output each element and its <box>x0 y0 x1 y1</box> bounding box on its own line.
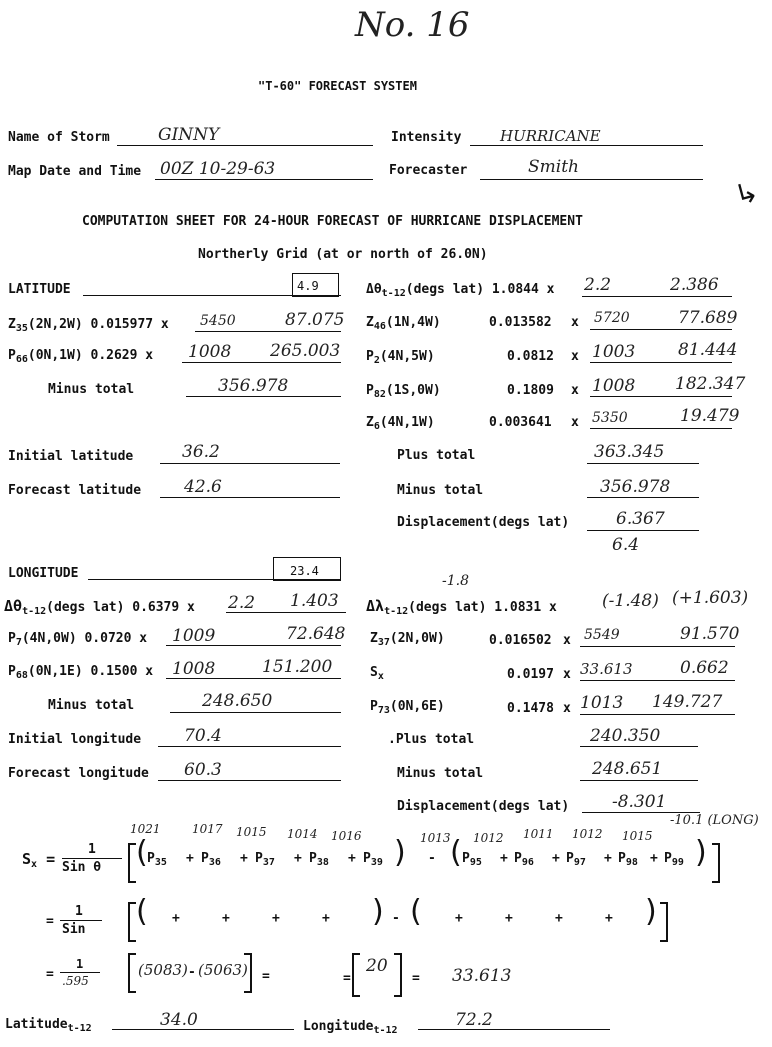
longitude-box-value: 23.4 <box>290 564 319 578</box>
lat-dtheta-line <box>582 296 732 297</box>
initial-lat-line <box>160 463 340 464</box>
lon-dlambda-input: (-1.48) <box>602 591 659 611</box>
lon-disp-note: -10.1 (LONG) <box>670 813 759 828</box>
formula-eq-5: = <box>343 971 351 986</box>
system-title: "T-60" FORECAST SYSTEM <box>258 79 417 93</box>
formula-v1: (5083) <box>138 961 188 979</box>
storm-name-value: GINNY <box>158 125 220 145</box>
p68-result: 151.200 <box>262 657 333 677</box>
initial-lon-label: Initial longitude <box>8 732 142 747</box>
paren-close-3: ) <box>372 894 384 929</box>
fraction-bar-2 <box>60 920 102 921</box>
formula-sin: Sin <box>62 922 86 937</box>
footer-longitude-line <box>418 1029 610 1030</box>
map-date-line <box>155 179 373 180</box>
z37-label: $Z_{37}(2N,0W)$ <box>370 631 445 648</box>
lon-minus2-value: 248.651 <box>592 759 663 779</box>
plus-14: + <box>505 911 513 926</box>
p2-x: x <box>571 349 579 364</box>
latitude-label: LATITUDE <box>8 282 71 297</box>
p99-term: $P_{99}$ <box>664 851 684 868</box>
forecaster-label: Forecaster <box>389 163 468 178</box>
storm-name-line <box>117 145 373 146</box>
sx-result: 0.662 <box>680 658 729 678</box>
hand-pressure-1-1: 1017 <box>192 822 223 836</box>
lon-disp-value: -8.301 <box>612 792 667 812</box>
arrow-icon: ↳ <box>730 174 763 213</box>
paren-close-2: ) <box>695 835 707 870</box>
lon-plus-value: 240.350 <box>590 726 661 746</box>
z35-input: 5450 <box>200 313 236 329</box>
plus-15: + <box>555 911 563 926</box>
hand-pressure-2-3: 1012 <box>572 827 603 841</box>
plus-8: + <box>650 851 658 866</box>
lat-minus2-label: Minus total <box>397 483 484 498</box>
formula-one-2: 1 <box>75 904 83 919</box>
lat-disp-rounded: 6.4 <box>612 535 640 555</box>
lat-dtheta-input: 2.2 <box>584 275 612 295</box>
hand-pressure-1-2: 1015 <box>236 825 267 839</box>
lon-minus-value: 248.650 <box>202 691 273 711</box>
hand-pressure-1-4: 1016 <box>331 829 362 843</box>
z46-label: $Z_{46}(1N,4W)$ <box>366 315 441 332</box>
lat-plus-value: 363.345 <box>594 442 665 462</box>
forecaster-line <box>480 179 703 180</box>
p2-line <box>590 362 732 363</box>
sheet-number: No. 16 <box>355 5 470 45</box>
forecast-lon-line <box>158 780 341 781</box>
lat-plus-label: Plus total <box>397 448 476 463</box>
z35-row: $Z_{35}(2N,2W)$ 0.015977 x <box>8 317 169 334</box>
formula-eq-2: = <box>46 914 54 929</box>
bracket-left-4 <box>352 953 360 997</box>
bracket-left-2 <box>128 902 136 942</box>
plus-5: + <box>500 851 508 866</box>
plus-2: + <box>240 851 248 866</box>
p73-line <box>580 714 735 715</box>
forecast-lat-label: Forecast latitude <box>8 483 142 498</box>
forecast-lat-line <box>160 497 340 498</box>
plus-13: + <box>455 911 463 926</box>
p7-input: 1009 <box>172 626 216 646</box>
plus-4: + <box>348 851 356 866</box>
forecast-lon-value: 60.3 <box>184 760 222 780</box>
sx-coef: 0.0197 <box>507 667 554 682</box>
fraction-bar-3 <box>60 972 100 973</box>
bracket-right-4 <box>394 953 402 997</box>
sheet-title: COMPUTATION SHEET FOR 24-HOUR FORECAST OF HURRICANE DISPLACEMENT <box>82 214 583 229</box>
plus-7: + <box>604 851 612 866</box>
lat-minus2-line <box>587 497 699 498</box>
p36-term: $P_{36}$ <box>201 851 221 868</box>
z37-line <box>580 646 735 647</box>
p2-label: $P_2(4N,5W)$ <box>366 349 435 366</box>
lon-minus2-label: Minus total <box>397 766 484 781</box>
sx-label: $S_x$ <box>370 665 384 682</box>
p7-line <box>166 645 341 646</box>
intensity-label: Intensity <box>391 130 462 145</box>
plus-16: + <box>605 911 613 926</box>
p82-coef: 0.1809 <box>507 383 554 398</box>
intensity-value: HURRICANE <box>500 127 601 145</box>
formula-sin-theta: Sin θ <box>62 860 102 875</box>
hand-pressure-2-4: 1015 <box>622 829 653 843</box>
lon-minus-label: Minus total <box>48 698 135 713</box>
forecaster-value: Smith <box>528 157 579 177</box>
plus-11: + <box>272 911 280 926</box>
z46-result: 77.689 <box>678 308 738 328</box>
paren-open-2: ( <box>450 835 462 870</box>
p66-line <box>182 362 341 363</box>
z6-coef: 0.003641 <box>489 415 552 430</box>
bracket-left-1 <box>128 843 136 883</box>
p82-label: $P_{82}(1S,0W)$ <box>366 383 441 400</box>
minus-1: - <box>428 851 436 866</box>
lon-plus-label: .Plus total <box>388 732 475 747</box>
plus-3: + <box>294 851 302 866</box>
intensity-line <box>470 145 703 146</box>
footer-latitude-value: 34.0 <box>160 1010 198 1030</box>
p2-coef: 0.0812 <box>507 349 554 364</box>
p68-input: 1008 <box>172 659 216 679</box>
formula-eq-4: = <box>262 969 270 984</box>
p38-term: $P_{38}$ <box>309 851 329 868</box>
formula-final: 33.613 <box>452 966 512 986</box>
fraction-bar-1 <box>62 858 122 859</box>
p68-row: $P_{68}(0N,1E)$ 0.1500 x <box>8 664 154 681</box>
plus-10: + <box>222 911 230 926</box>
lat-disp-label: Displacement(degs lat) <box>397 515 570 530</box>
grid-title: Northerly Grid (at or north of 26.0N) <box>198 247 488 262</box>
p73-result: 149.727 <box>652 692 723 712</box>
z35-line <box>195 331 341 332</box>
lat-dtheta-result: 2.386 <box>670 275 719 295</box>
p68-line <box>166 678 341 679</box>
p95-term: $P_{95}$ <box>462 851 482 868</box>
paren-close-1: ) <box>394 835 406 870</box>
formula-eq-6: = <box>412 971 420 986</box>
z46-x: x <box>571 315 579 330</box>
plus-12: + <box>322 911 330 926</box>
hand-pressure-2-2: 1011 <box>523 827 554 841</box>
lat-disp-value: 6.367 <box>616 509 665 529</box>
formula-one-3: 1 <box>76 957 84 971</box>
lon-plus-line <box>580 746 698 747</box>
p82-line <box>590 396 732 397</box>
z6-line <box>590 428 732 429</box>
forecast-lon-label: Forecast longitude <box>8 766 149 781</box>
z6-label: $Z_6(4N,1W)$ <box>366 415 435 432</box>
z37-input: 5549 <box>584 627 620 643</box>
bracket-right-3 <box>244 953 252 993</box>
p82-result: 182.347 <box>675 374 746 394</box>
p82-x: x <box>571 383 579 398</box>
p39-term: $P_{39}$ <box>363 851 383 868</box>
z6-input: 5350 <box>592 410 628 426</box>
z46-line <box>590 329 732 330</box>
z46-coef: 0.013582 <box>489 315 552 330</box>
formula-sx: $S_x$ = <box>22 850 56 870</box>
p2-input: 1003 <box>592 342 636 362</box>
map-date-label: Map Date and Time <box>8 164 142 179</box>
lat-minus-value: 356.978 <box>218 376 289 396</box>
lat-minus-line <box>186 396 341 397</box>
p73-x: x <box>563 701 571 716</box>
initial-lat-label: Initial latitude <box>8 449 134 464</box>
latitude-box-value: 4.9 <box>297 279 319 293</box>
footer-longitude-value: 72.2 <box>455 1010 493 1030</box>
lon-dtheta-row: $\Delta\theta_{t-12}(degs$ lat) 0.6379 x <box>4 597 195 617</box>
minus-3: - <box>188 965 196 980</box>
z37-coef: 0.016502 <box>489 633 552 648</box>
lon-dlambda-note: -1.8 <box>442 573 469 589</box>
z6-x: x <box>571 415 579 430</box>
storm-name-label: Name of Storm <box>8 130 110 145</box>
formula-one-1: 1 <box>88 842 96 857</box>
z35-result: 87.075 <box>285 310 345 330</box>
hand-pressure-2-0: 1013 <box>420 831 451 845</box>
formula-denom: .595 <box>62 974 89 988</box>
lon-minus2-line <box>580 780 698 781</box>
hand-pressure-2-1: 1012 <box>473 831 504 845</box>
hand-pressure-1-0: 1021 <box>130 822 161 836</box>
plus-9: + <box>172 911 180 926</box>
forecast-lat-value: 42.6 <box>184 477 222 497</box>
plus-1: + <box>186 851 194 866</box>
p96-term: $P_{96}$ <box>514 851 534 868</box>
z46-input: 5720 <box>594 310 630 326</box>
lat-dtheta-row: $\Delta\theta_{t-12}(degs$ lat) 1.0844 x <box>366 282 555 299</box>
z37-x: x <box>563 633 571 648</box>
minus-2: - <box>392 911 400 926</box>
sx-x: x <box>563 667 571 682</box>
footer-latitude-line <box>112 1029 294 1030</box>
z6-result: 19.479 <box>680 406 740 426</box>
p37-term: $P_{37}$ <box>255 851 275 868</box>
formula-bracket-val: 20 <box>366 956 388 976</box>
p2-result: 81.444 <box>678 340 738 360</box>
p66-result: 265.003 <box>270 341 341 361</box>
lon-dlambda-row: $\Delta\lambda_{t-12}(degs$ lat) 1.0831 x <box>366 597 557 617</box>
lon-dlambda-result: (+1.603) <box>672 588 749 608</box>
p82-input: 1008 <box>592 376 636 396</box>
lat-disp-line <box>587 530 699 531</box>
footer-longitude-label: Longitude$_{t-12}$ <box>303 1019 398 1036</box>
lon-dtheta-line <box>226 612 346 613</box>
lon-disp-label: Displacement(degs lat) <box>397 799 570 814</box>
initial-lon-value: 70.4 <box>184 726 222 746</box>
p73-label: $P_{73}(0N,6E)$ <box>370 699 445 716</box>
bracket-right-2 <box>660 902 668 942</box>
lon-dtheta-input: 2.2 <box>228 593 256 613</box>
p35-term: $P_{35}$ <box>147 851 167 868</box>
lat-minus2-value: 356.978 <box>600 477 671 497</box>
footer-latitude-label: Latitude$_{t-12}$ <box>5 1017 92 1034</box>
bracket-right-1 <box>712 843 720 883</box>
lon-dtheta-result: 1.403 <box>290 591 339 611</box>
p7-row: $P_7(4N,0W)$ 0.0720 x <box>8 631 148 648</box>
z37-result: 91.570 <box>680 624 740 644</box>
sx-input: 33.613 <box>580 660 633 678</box>
initial-lat-value: 36.2 <box>182 442 220 462</box>
p7-result: 72.648 <box>286 624 346 644</box>
paren-open-4: ( <box>410 894 422 929</box>
lat-plus-line <box>587 463 699 464</box>
p99-like-term-98: $P_{98}$ <box>618 851 638 868</box>
initial-lon-line <box>158 746 341 747</box>
hand-pressure-1-3: 1014 <box>287 827 318 841</box>
map-date-value: 00Z 10-29-63 <box>160 159 276 179</box>
longitude-label: LONGITUDE <box>8 566 79 581</box>
p66-input: 1008 <box>188 342 232 362</box>
paren-close-4: ) <box>645 894 657 929</box>
lat-minus-label: Minus total <box>48 382 135 397</box>
formula-eq-3: = <box>46 967 54 982</box>
paren-open-1: ( <box>136 835 148 870</box>
formula-v2: (5063) <box>198 961 248 979</box>
plus-6: + <box>552 851 560 866</box>
sx-line <box>580 680 735 681</box>
p73-input: 1013 <box>580 693 624 713</box>
p66-row: $P_{66}(0N,1W)$ 0.2629 x <box>8 348 154 365</box>
p97-term: $P_{97}$ <box>566 851 586 868</box>
bracket-left-3 <box>128 953 136 993</box>
paren-open-3: ( <box>136 894 148 929</box>
p73-coef: 0.1478 <box>507 701 554 716</box>
lon-minus-line <box>170 712 341 713</box>
